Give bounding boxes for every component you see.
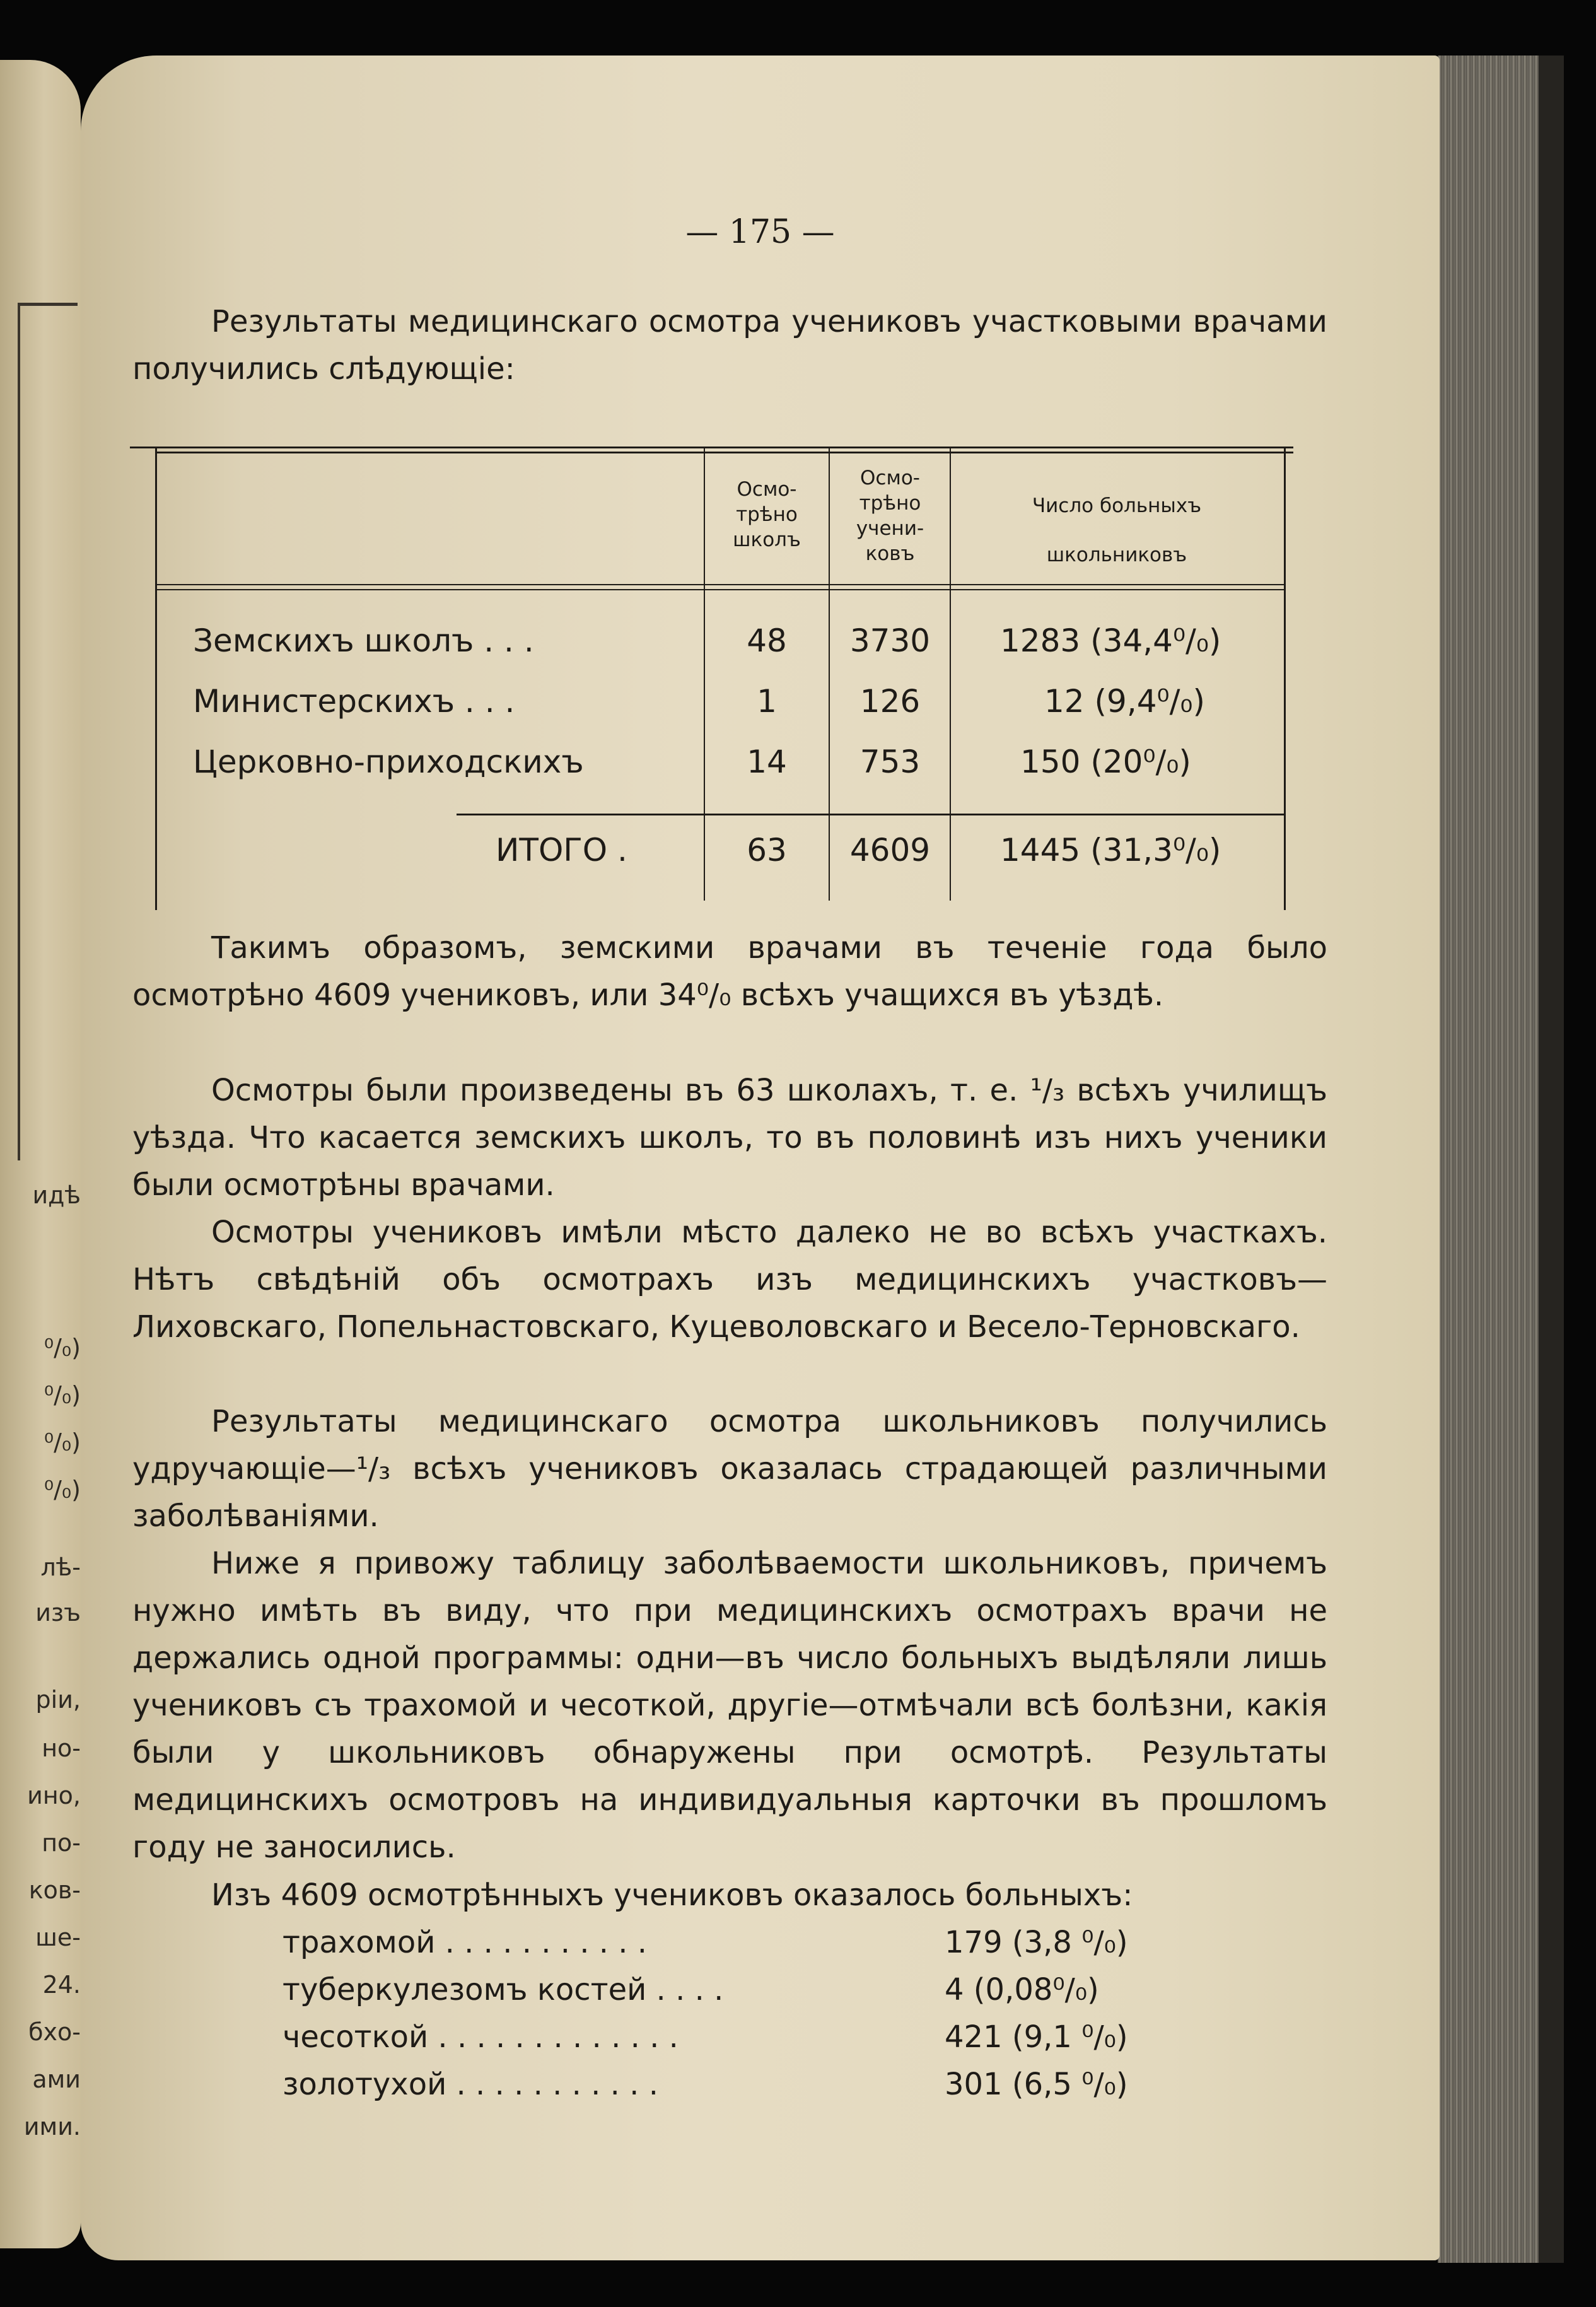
table-column-rule	[829, 447, 830, 901]
left-fragment: по-	[42, 1829, 81, 1857]
left-page-rule	[18, 303, 78, 306]
paragraph: Осмотры учениковъ имѣли мѣсто далеко не во всѣхъ участкахъ. Нѣтъ свѣдѣній объ осмотрахъ изъ медицинскихъ участковъ—Лиховскаго, Попельнастовскаго, Куцеволовскаго и Весело-Терновскаго.	[132, 1215, 1327, 1345]
left-fragment: бхо-	[28, 2018, 81, 2046]
row-sick: 12 (9,4⁰/₀)	[1044, 683, 1205, 720]
paragraph: Изъ 4609 осмотрѣнныхъ учениковъ оказалось больныхъ:	[211, 1878, 1133, 1913]
page-number: — 175 —	[685, 213, 835, 251]
header-rule-2	[155, 589, 1284, 590]
row-schools: 1	[757, 683, 777, 720]
row-students: 753	[859, 744, 921, 780]
disease-value: 179 (3,8 ⁰/₀)	[945, 1925, 1128, 1960]
header-sick: Число больныхъ школьниковъ	[1032, 494, 1202, 566]
paragraph: Такимъ образомъ, земскими врачами въ теченіе года было осмотрѣно 4609 учениковъ, или 34⁰/₀ всѣхъ учащихся въ уѣздѣ.	[132, 930, 1327, 1013]
row-sick: 1283 (34,4⁰/₀)	[1000, 622, 1221, 659]
schools-table	[155, 447, 1290, 913]
total-schools: 63	[747, 832, 787, 868]
row-sick: 150 (20⁰/₀)	[1020, 744, 1191, 780]
left-fragment: ков-	[28, 1876, 81, 1904]
left-fragment: но-	[42, 1734, 81, 1762]
left-fragment: изъ	[35, 1599, 81, 1627]
book-page-edges	[1438, 55, 1545, 2263]
total-sick: 1445 (31,3⁰/₀)	[1000, 832, 1221, 868]
disease-name: чесоткой . . . . . . . . . . . . .	[283, 2019, 679, 2055]
left-fragment: ино,	[27, 1782, 81, 1809]
paragraph: Результаты медицинскаго осмотра школьниковъ получились удручающіе—¹/₃ всѣхъ учениковъ оказалась страдающей различными заболѣваніями.	[132, 1404, 1327, 1534]
left-fragment: ⁰/₀)	[44, 1428, 81, 1456]
row-schools: 48	[747, 622, 787, 659]
disease-value: 301 (6,5 ⁰/₀)	[945, 2067, 1128, 2102]
intro-paragraph: Результаты медицинскаго осмотра учениковъ участковыми врачами получились слѣдующіе:	[132, 304, 1327, 387]
row-students: 126	[859, 683, 921, 720]
total-students: 4609	[849, 832, 931, 868]
left-fragment: ими.	[23, 2113, 81, 2141]
row-name: Земскихъ школъ . . .	[193, 622, 534, 659]
left-fragment: идѣ	[32, 1181, 81, 1209]
disease-value: 4 (0,08⁰/₀)	[945, 1972, 1099, 2007]
table-column-rule	[950, 447, 951, 901]
table-top-rule	[130, 447, 1293, 448]
paragraph: Ниже я привожу таблицу заболѣваемости школьниковъ, причемъ нужно имѣть въ виду, что при медицинскихъ осмотрахъ врачи не держались одной программы: одни—въ число больныхъ выдѣляли лишь учениковъ съ трахомой и чесоткой, другіе—отмѣчали всѣ болѣзни, какія были у школьниковъ обнаружены при осмотрѣ. Результаты медицинскихъ осмотровъ на индивидуальныя карточки въ прошломъ году не заносились.	[132, 1546, 1327, 1865]
table-top-rule-2	[155, 452, 1293, 453]
row-name: Церковно-приходскихъ	[193, 744, 584, 780]
disease-value: 421 (9,1 ⁰/₀)	[945, 2019, 1128, 2055]
left-fragment: ⁰/₀)	[44, 1381, 81, 1409]
left-fragment: ше-	[35, 1924, 81, 1951]
table-left-border	[155, 447, 157, 910]
left-page-fragment	[0, 60, 81, 2248]
disease-name: туберкулезомъ костей . . . .	[283, 1972, 724, 2007]
left-fragment: ами	[32, 2065, 81, 2093]
book-cover-edge	[1539, 55, 1564, 2263]
total-rule	[457, 814, 1284, 815]
left-fragment: ⁰/₀)	[44, 1334, 81, 1362]
header-rule	[155, 584, 1284, 585]
left-page-vertical-rule	[18, 303, 20, 1160]
header-students: Осмо-трѣно учени-ковъ	[856, 467, 924, 565]
book-page	[81, 55, 1440, 2260]
row-students: 3730	[849, 622, 931, 659]
disease-name: золотухой . . . . . . . . . . .	[283, 2067, 658, 2102]
left-fragment: 24.	[42, 1971, 81, 1999]
table-right-border	[1284, 447, 1286, 910]
total-name: ИТОГО .	[496, 832, 627, 868]
left-fragment: ⁰/₀)	[44, 1476, 81, 1504]
paragraph: Осмотры были произведены въ 63 школахъ, т. е. ¹/₃ всѣхъ училищъ уѣзда. Что касается земскихъ школъ, то въ половинѣ изъ нихъ ученики были осмотрѣны врачами.	[132, 1073, 1327, 1203]
left-fragment: лѣ-	[40, 1553, 81, 1581]
disease-name: трахомой . . . . . . . . . . .	[283, 1925, 648, 1960]
header-schools: Осмо-трѣно школъ	[733, 478, 801, 551]
table-column-rule	[704, 447, 705, 901]
left-fragment: ріи,	[35, 1686, 81, 1714]
row-name: Министерскихъ . . .	[193, 683, 515, 720]
row-schools: 14	[747, 744, 787, 780]
